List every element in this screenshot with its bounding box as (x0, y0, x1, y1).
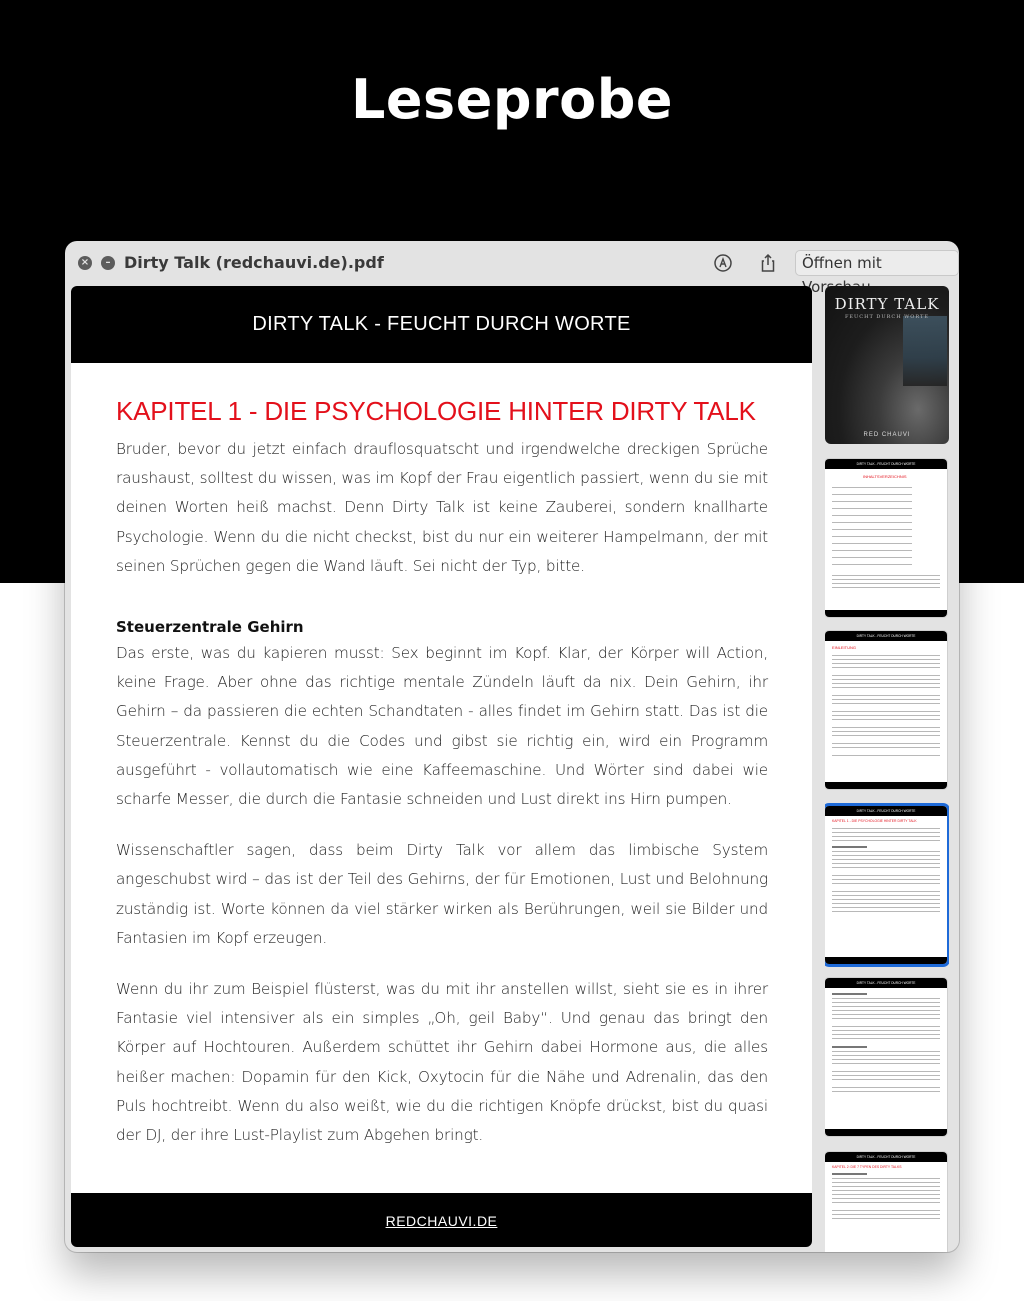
intro-paragraph: Bruder, bevor du jetzt einfach drauflosquatscht und irgendwelche dreckigen Sprüche raushaust, solltest du wissen, was im Kopf der Frau eigentlich passiert, wenn du sie mit deinen Worten heiß machst. Denn Dirty Talk ist keine Zauberei, sondern knallharte Psychologie. Wenn du die nicht checkst, bist du nur ein weiterer Hampelmann, der mit seinen Sprüchen gegen die Wand läuft. Sei nicht der Typ, bitte. (116, 440, 768, 575)
hero-title: Leseprobe (351, 68, 673, 131)
thumbnail-page[interactable] (825, 631, 947, 789)
thumbnail-page[interactable] (825, 1152, 947, 1252)
cover-title: DIRTY TALK (834, 295, 940, 313)
page-body (116, 396, 768, 1172)
cover-subtitle: FEUCHT DURCH WORTE (844, 314, 930, 320)
thumbnail-heading: EINLEITUNG (832, 645, 857, 650)
thumbnail-sidebar[interactable] (825, 286, 949, 1252)
thumbnail-header: DIRTY TALK - FEUCHT DURCH WORTE (825, 459, 947, 469)
thumbnail-header: DIRTY TALK - FEUCHT DURCH WORTE (825, 806, 947, 816)
thumbnail-header: DIRTY TALK - FEUCHT DURCH WORTE (825, 631, 947, 641)
thumbnail-heading: KAPITEL 2: DIE 7 TYPEN DES DIRTY TALKS (832, 1165, 902, 1169)
thumbnail-page-selected[interactable] (825, 806, 947, 964)
pdf-page (71, 286, 812, 1247)
close-icon[interactable]: × (78, 256, 92, 270)
thumbnail-header: DIRTY TALK - FEUCHT DURCH WORTE (825, 1152, 947, 1162)
section-heading: Steuerzentrale Gehirn (116, 618, 304, 637)
thumbnail-header: DIRTY TALK - FEUCHT DURCH WORTE (825, 978, 947, 988)
window-title: Dirty Talk (redchauvi.de).pdf (124, 253, 384, 272)
page-header: DIRTY TALK - FEUCHT DURCH WORTE (71, 286, 812, 363)
open-with-preview-button[interactable]: Öffnen mit (795, 250, 959, 276)
body-paragraph: Wenn du ihr zum Beispiel flüsterst, was du mit ihr anstellen willst, sieht sie es in ihrer Fantasie viel intensiver als ein simples „Oh, geil Baby“. Und genau das bringt den Körper auf Hochtouren. Außerdem schüttet ihr Gehirn dabei Hormone aus, die alles heißer machen: Dopamin für den Kick, Oxytocin für die Nähe und Adrenalin, das den Puls hochtreibt. Wenn du also weißt, wie du die richtigen Knöpfe drückst, bist du quasi der DJ, der ihre Lust-Playlist zum Abgehen bringt. (116, 980, 768, 1145)
share-icon[interactable] (758, 253, 778, 273)
cover-window-image (903, 316, 947, 386)
thumbnail-page[interactable] (825, 978, 947, 1136)
cover-brand: RED CHAUVI (863, 432, 911, 438)
pdf-preview-window (65, 241, 959, 1252)
footer-link[interactable]: REDCHAUVI.DE (71, 1193, 812, 1247)
body-paragraph: Wissenschaftler sagen, dass beim Dirty Talk vor allem das limbische System angeschubst wird – das ist der Teil des Gehirns, der für Emotionen, Lust und Belohnung zuständig ist. Worte können da viel stärker wirken als Berührungen, weil sie Bilder und Fantasien im Kopf erzeugen. (116, 841, 768, 947)
markup-pen-icon[interactable] (713, 253, 733, 273)
minimize-icon[interactable]: – (101, 256, 115, 270)
thumbnail-heading: INHALTSVERZEICHNIS (863, 474, 907, 479)
thumbnail-cover[interactable] (825, 286, 949, 444)
body-paragraph: Das erste, was du kapieren musst: Sex beginnt im Kopf. Klar, der Körper will Action, keine Frage. Aber ohne das richtige mentale Zündeln läuft da nix. Dein Gehirn, ihr Gehirn – da passieren die echten Schandtaten - alles findet im Gehirn statt. Das ist die Steuerzentrale. Kennst du die Codes und gibst sie richtig ein, wird ein Programm ausgeführt - vollautomatisch wie eine Kaffeemaschine. Und Wörter sind dabei wie scharfe Messer, die durch die Fantasie schneiden und Lust direkt ins Hirn pumpen. (116, 644, 768, 809)
thumbnail-heading: KAPITEL 1 - DIE PSYCHOLOGIE HINTER DIRTY TALK (832, 819, 917, 823)
window-titlebar (65, 241, 959, 285)
thumbnail-page[interactable] (825, 459, 947, 617)
chapter-title: KAPITEL 1 - DIE PSYCHOLOGIE HINTER DIRTY TALK (116, 396, 756, 426)
